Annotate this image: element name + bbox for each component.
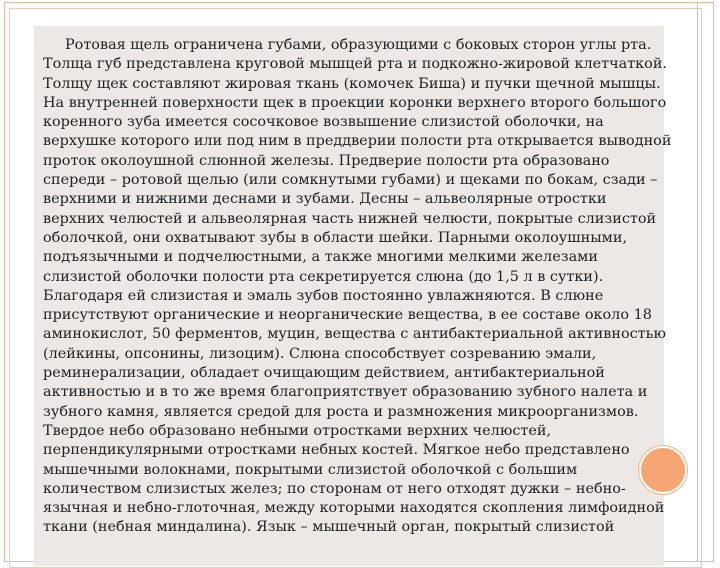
text-line: (лейкины, опсонины, лизоцим). Слюна способствует созреванию эмали,: [43, 345, 597, 362]
text-line: активностью и в то же время благоприятствует образованию зубного налета и: [43, 384, 648, 401]
slide-side-rule: [697, 2, 698, 562]
text-line: коренного зуба имеется сосочковое возвышение слизистой оболочки, на: [43, 114, 604, 131]
text-line: Толщу щек составляют жировая ткань (комочек Биша) и пучки щечной мышцы.: [43, 75, 661, 92]
text-line: перпендикулярными отростками небных костей. Мягкое небо представлено: [43, 442, 630, 459]
text-line: подъязычными и подчелюстными, а также многими мелкими железами: [43, 249, 598, 266]
text-line: присутствуют органические и неорганические вещества, в ее составе около 18: [43, 307, 652, 324]
text-line: проток околоушной слюнной железы. Предверие полости рта образовано: [43, 152, 610, 169]
text-line: реминерализации, обладает очищающим действием, антибактериальной: [43, 365, 605, 382]
text-line: количеством слизистых желез; по сторонам от него отходят дужки – небно-: [43, 480, 626, 497]
text-line: верхними и нижними деснами и зубами. Десны – альвеолярные отростки: [43, 191, 607, 208]
text-line: верхушке которого или под ним в преддверии полости рта открывается выводной: [43, 133, 672, 150]
decorative-circle-icon: [641, 448, 685, 492]
text-line: Благодаря ей слизистая и эмаль зубов постоянно увлажняются. В слюне: [43, 287, 604, 304]
text-line: Ротовая щель ограничена губами, образующими с боковых сторон углы рта.: [65, 37, 652, 53]
text-line: зубного камня, является средой для роста и размножения микроорганизмов.: [43, 403, 639, 420]
text-line: язычная и небно-глоточная, между которыми находятся скопления лимфоидной: [43, 500, 665, 517]
text-line: ткани (небная миндалина). Язык – мышечный орган, покрытый слизистой: [43, 519, 615, 536]
text-line: слизистой оболочки полости рта секретируется слюна (до 1,5 л в сутки).: [43, 268, 604, 285]
text-line: На внутренней поверхности щек в проекции коронки верхнего второго большого: [43, 94, 667, 111]
text-line: аминокислот, 50 ферментов, муцин, вещества с антибактериальной активностью: [43, 326, 666, 343]
text-line: оболочкой, они охватывают зубы в области шейки. Парными околоушными,: [43, 229, 628, 246]
text-line: верхних челюстей и альвеолярная часть нижней челюсти, покрытые слизистой: [43, 210, 657, 227]
text-line: спереди – ротовой щелью (или сомкнутыми губами) и щеками по бокам, сзади –: [43, 172, 658, 189]
text-line: Твердое небо образовано небными отростками верхних челюстей,: [43, 422, 552, 439]
text-line: мышечными волокнами, покрытыми слизистой оболочкой с большим: [43, 461, 578, 478]
document-text: [43, 36, 672, 538]
text-line: Толща губ представлена круговой мышцей рта и подкожно-жировой клетчаткой.: [43, 56, 667, 73]
